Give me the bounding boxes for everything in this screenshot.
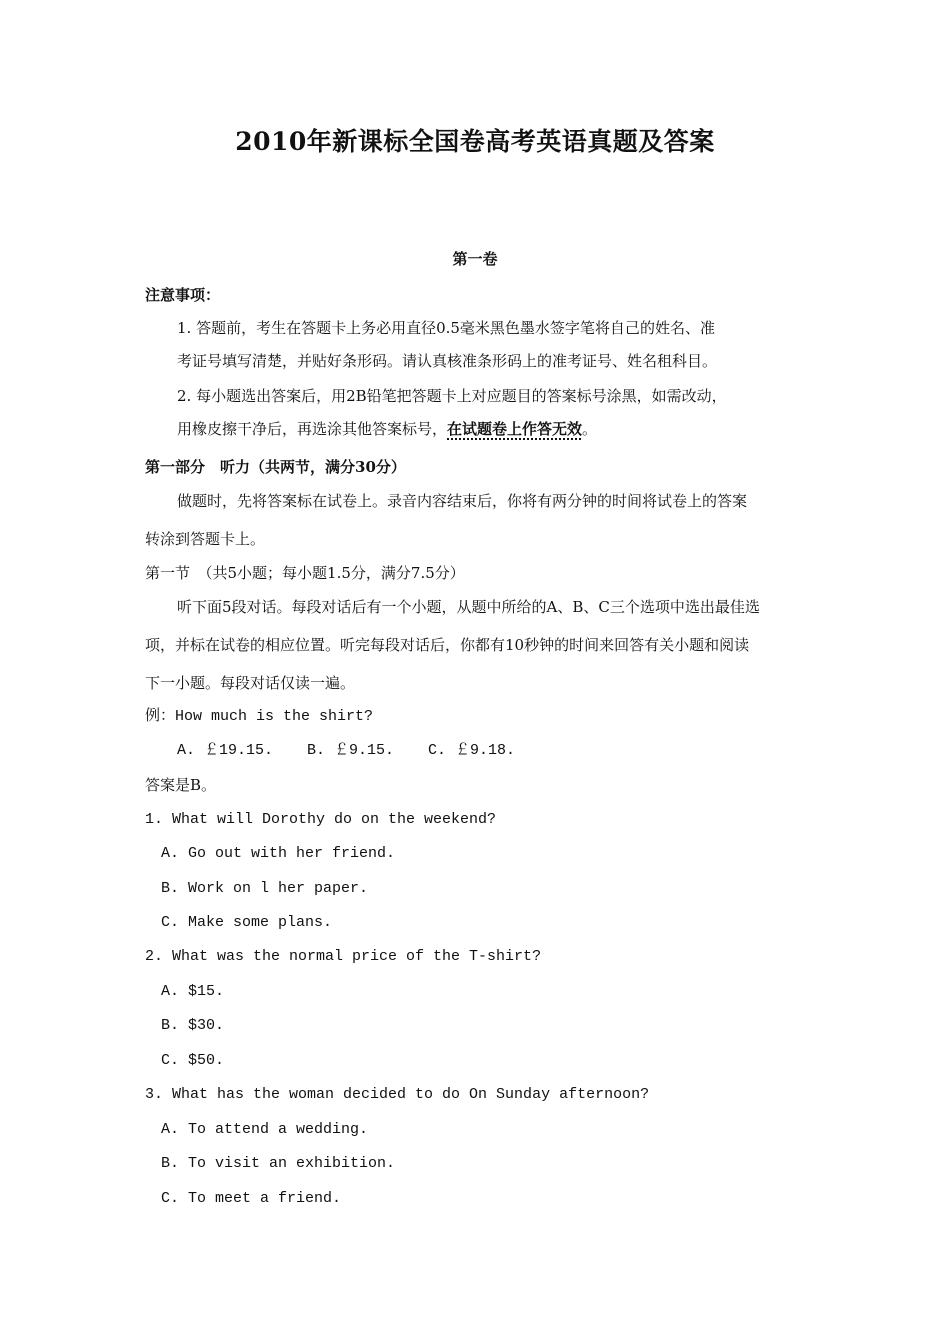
question-1-option-b: B. Work on l her paper. bbox=[161, 880, 369, 897]
question-1-option-c: C. Make some plans. bbox=[161, 914, 333, 931]
example-option-c: C. ￡9.18. bbox=[428, 742, 516, 759]
emphasis-warning: 在试题卷上作答无效 bbox=[447, 420, 583, 438]
volume-title: 第一卷 bbox=[452, 250, 498, 268]
part1-intro-line-1: 做题时，先将答案标在试卷上。录音内容结束后，你将有两分钟的时间将试卷上的答案 bbox=[177, 492, 748, 510]
notice-item-2-text: 用橡皮擦干净后，再选涂其他答案标号， bbox=[177, 420, 448, 438]
notice-item-1-line-2: 考证号填写清楚，并贴好条形码。请认真核准条形码上的准考证号、姓名租科目。 bbox=[177, 352, 718, 370]
example-options bbox=[177, 740, 515, 762]
notice-item-2-line-2 bbox=[177, 418, 597, 440]
question-1-option-a: A. Go out with her friend. bbox=[161, 845, 396, 862]
section1-line-3: 下一小题。每段对话仅读一遍。 bbox=[145, 674, 356, 692]
question-2-option-c: C. $50. bbox=[161, 1052, 225, 1069]
example-option-b: B. ￡9.15. bbox=[307, 742, 395, 759]
example-answer: 答案是B。 bbox=[145, 776, 217, 794]
question-1-stem: 1. What will Dorothy do on the weekend? bbox=[145, 811, 497, 828]
question-2-option-b: B. $30. bbox=[161, 1017, 225, 1034]
question-2-stem: 2. What was the normal price of the T-shirt? bbox=[145, 948, 542, 965]
question-2-option-a: A. $15. bbox=[161, 983, 225, 1000]
part1-intro-line-2: 转涂到答题卡上。 bbox=[145, 530, 266, 548]
question-3-option-b: B. To visit an exhibition. bbox=[161, 1155, 396, 1172]
section1-line-1: 听下面5段对话。每段对话后有一个小题，从题中所给的A、B、C三个选项中选出最佳选 bbox=[177, 598, 760, 616]
section1-heading: 第一节 （共5小题；每小题1.5分，满分7.5分） bbox=[145, 564, 465, 582]
question-3-option-a: A. To attend a wedding. bbox=[161, 1121, 369, 1138]
notice-item-1-line-1: 1. 答题前，考生在答题卡上务必用直径0.5毫米黑色墨水签字笔将自己的姓名、准 bbox=[177, 319, 715, 337]
section1-line-2: 项，并标在试卷的相应位置。听完每段对话后，你都有10秒钟的时间来回答有关小题和阅读 bbox=[145, 636, 750, 654]
document-title: 2010年新课标全国卷高考英语真题及答案 bbox=[235, 127, 715, 156]
part1-heading: 第一部分 听力（共两节，满分30分） bbox=[145, 458, 406, 476]
question-3-stem: 3. What has the woman decided to do On Sunday afternoon? bbox=[145, 1086, 650, 1103]
notice-item-2-line-1: 2. 每小题选出答案后，用2B铅笔把答题卡上对应题目的答案标号涂黑，如需改动， bbox=[177, 387, 727, 405]
notice-item-2-end: 。 bbox=[582, 420, 598, 438]
example-question: 例：How much is the shirt? bbox=[145, 708, 374, 725]
question-3-option-c: C. To meet a friend. bbox=[161, 1190, 342, 1207]
example-option-a: A. ￡19.15. bbox=[177, 742, 274, 759]
notice-heading: 注意事项： bbox=[145, 286, 221, 304]
